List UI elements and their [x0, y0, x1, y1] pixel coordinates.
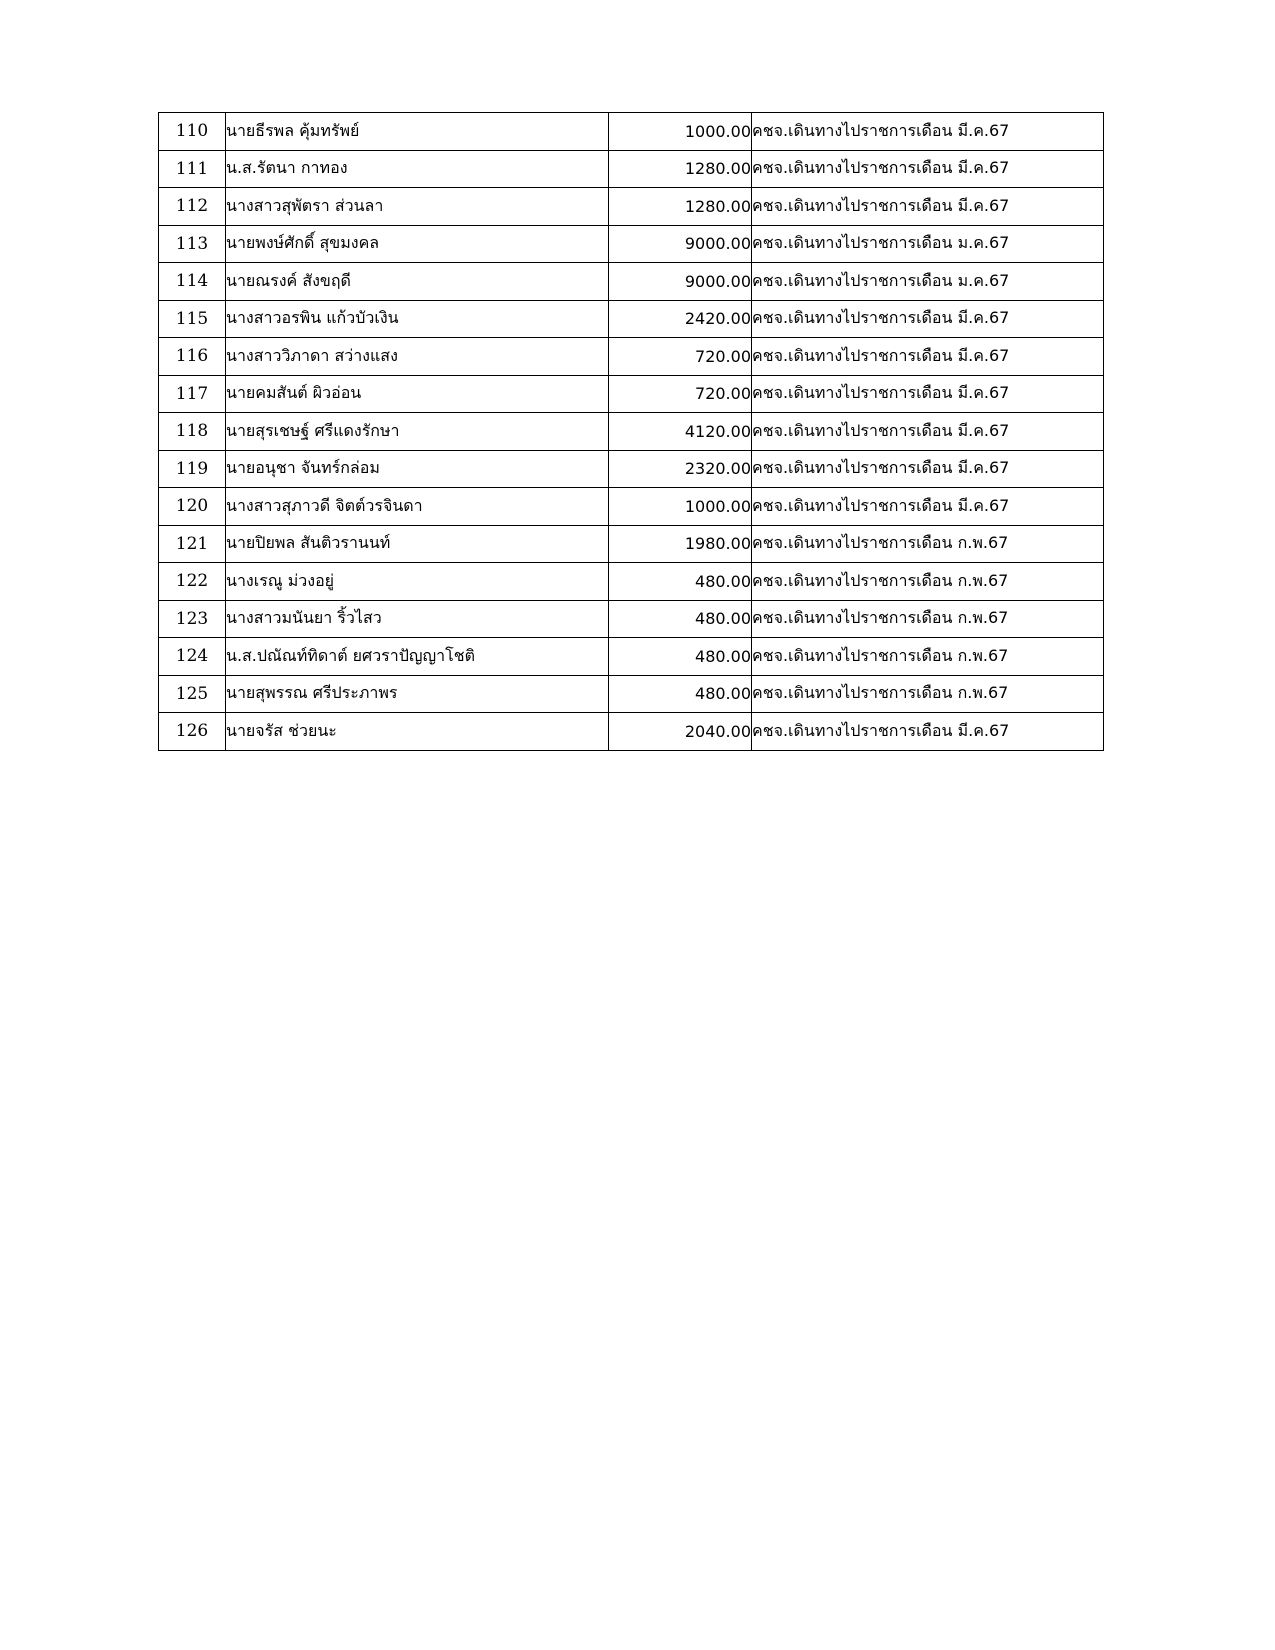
row-number-cell: 118	[159, 413, 226, 451]
amount-cell: 480.00	[609, 638, 752, 676]
table-row	[159, 225, 1104, 263]
payee-name-cell: นายสุพรรณ ศรีประภาพร	[226, 675, 609, 713]
row-number-cell: 126	[159, 713, 226, 751]
amount-cell: 9000.00	[609, 263, 752, 301]
table-row	[159, 713, 1104, 751]
row-number-cell: 122	[159, 563, 226, 601]
description-cell: คชจ.เดินทางไปราชการเดือน มี.ค.67	[752, 413, 1104, 451]
row-number-cell: 117	[159, 375, 226, 413]
row-number-cell: 113	[159, 225, 226, 263]
payee-name-cell: นายณรงค์ สังขฤดี	[226, 263, 609, 301]
payee-name-cell: นายจรัส ช่วยนะ	[226, 713, 609, 751]
amount-cell: 480.00	[609, 563, 752, 601]
description-cell: คชจ.เดินทางไปราชการเดือน มี.ค.67	[752, 713, 1104, 751]
description-cell: คชจ.เดินทางไปราชการเดือน มี.ค.67	[752, 113, 1104, 151]
description-cell: คชจ.เดินทางไปราชการเดือน มี.ค.67	[752, 188, 1104, 226]
row-number-cell: 112	[159, 188, 226, 226]
payee-name-cell: น.ส.ปณัณท์ทิดาต์ ยศวราปัญญาโชติ	[226, 638, 609, 676]
payee-name-cell: นายสุรเชษฐ์ ศรีแดงรักษา	[226, 413, 609, 451]
table-row	[159, 450, 1104, 488]
row-number-cell: 119	[159, 450, 226, 488]
description-cell: คชจ.เดินทางไปราชการเดือน มี.ค.67	[752, 488, 1104, 526]
table-row	[159, 263, 1104, 301]
table-row	[159, 338, 1104, 376]
payee-name-cell: น.ส.รัตนา กาทอง	[226, 150, 609, 188]
table-row	[159, 638, 1104, 676]
payee-name-cell: นางสาวสุภาวดี จิตต์วรจินดา	[226, 488, 609, 526]
description-cell: คชจ.เดินทางไปราชการเดือน ม.ค.67	[752, 263, 1104, 301]
payee-name-cell: นายอนุชา จันทร์กล่อม	[226, 450, 609, 488]
table-row	[159, 525, 1104, 563]
description-cell: คชจ.เดินทางไปราชการเดือน ก.พ.67	[752, 563, 1104, 601]
table-row	[159, 675, 1104, 713]
amount-cell: 2040.00	[609, 713, 752, 751]
amount-cell: 1280.00	[609, 188, 752, 226]
description-cell: คชจ.เดินทางไปราชการเดือน ก.พ.67	[752, 638, 1104, 676]
row-number-cell: 125	[159, 675, 226, 713]
payment-table	[158, 112, 1104, 751]
payee-name-cell: นางสาวมนันยา ริ้วไสว	[226, 600, 609, 638]
description-cell: คชจ.เดินทางไปราชการเดือน ก.พ.67	[752, 525, 1104, 563]
description-cell: คชจ.เดินทางไปราชการเดือน ก.พ.67	[752, 675, 1104, 713]
amount-cell: 480.00	[609, 675, 752, 713]
row-number-cell: 120	[159, 488, 226, 526]
row-number-cell: 114	[159, 263, 226, 301]
description-cell: คชจ.เดินทางไปราชการเดือน ม.ค.67	[752, 225, 1104, 263]
amount-cell: 720.00	[609, 338, 752, 376]
description-cell: คชจ.เดินทางไปราชการเดือน มี.ค.67	[752, 150, 1104, 188]
amount-cell: 1280.00	[609, 150, 752, 188]
amount-cell: 480.00	[609, 600, 752, 638]
table-row	[159, 113, 1104, 151]
description-cell: คชจ.เดินทางไปราชการเดือน มี.ค.67	[752, 300, 1104, 338]
row-number-cell: 110	[159, 113, 226, 151]
amount-cell: 1000.00	[609, 113, 752, 151]
payee-name-cell: นายธีรพล คุ้มทรัพย์	[226, 113, 609, 151]
payee-name-cell: นายคมสันต์ ผิวอ่อน	[226, 375, 609, 413]
row-number-cell: 124	[159, 638, 226, 676]
amount-cell: 720.00	[609, 375, 752, 413]
table-row	[159, 188, 1104, 226]
amount-cell: 9000.00	[609, 225, 752, 263]
table-row	[159, 375, 1104, 413]
table-row	[159, 563, 1104, 601]
row-number-cell: 115	[159, 300, 226, 338]
description-cell: คชจ.เดินทางไปราชการเดือน มี.ค.67	[752, 375, 1104, 413]
payee-name-cell: นายพงษ์ศักดิ์ สุขมงคล	[226, 225, 609, 263]
payee-name-cell: นายปิยพล สันติวรานนท์	[226, 525, 609, 563]
description-cell: คชจ.เดินทางไปราชการเดือน มี.ค.67	[752, 338, 1104, 376]
payee-name-cell: นางเรณู ม่วงอยู่	[226, 563, 609, 601]
description-cell: คชจ.เดินทางไปราชการเดือน ก.พ.67	[752, 600, 1104, 638]
amount-cell: 2320.00	[609, 450, 752, 488]
row-number-cell: 116	[159, 338, 226, 376]
payee-name-cell: นางสาววิภาดา สว่างแสง	[226, 338, 609, 376]
table-row	[159, 488, 1104, 526]
amount-cell: 1000.00	[609, 488, 752, 526]
table-row	[159, 300, 1104, 338]
table-row	[159, 150, 1104, 188]
row-number-cell: 121	[159, 525, 226, 563]
payee-name-cell: นางสาวสุพัตรา ส่วนลา	[226, 188, 609, 226]
amount-cell: 1980.00	[609, 525, 752, 563]
payee-name-cell: นางสาวอรพิน แก้วบัวเงิน	[226, 300, 609, 338]
table-row	[159, 600, 1104, 638]
amount-cell: 2420.00	[609, 300, 752, 338]
row-number-cell: 123	[159, 600, 226, 638]
payment-table-body	[159, 113, 1104, 751]
amount-cell: 4120.00	[609, 413, 752, 451]
document-page	[158, 112, 1104, 751]
row-number-cell: 111	[159, 150, 226, 188]
description-cell: คชจ.เดินทางไปราชการเดือน มี.ค.67	[752, 450, 1104, 488]
table-row	[159, 413, 1104, 451]
